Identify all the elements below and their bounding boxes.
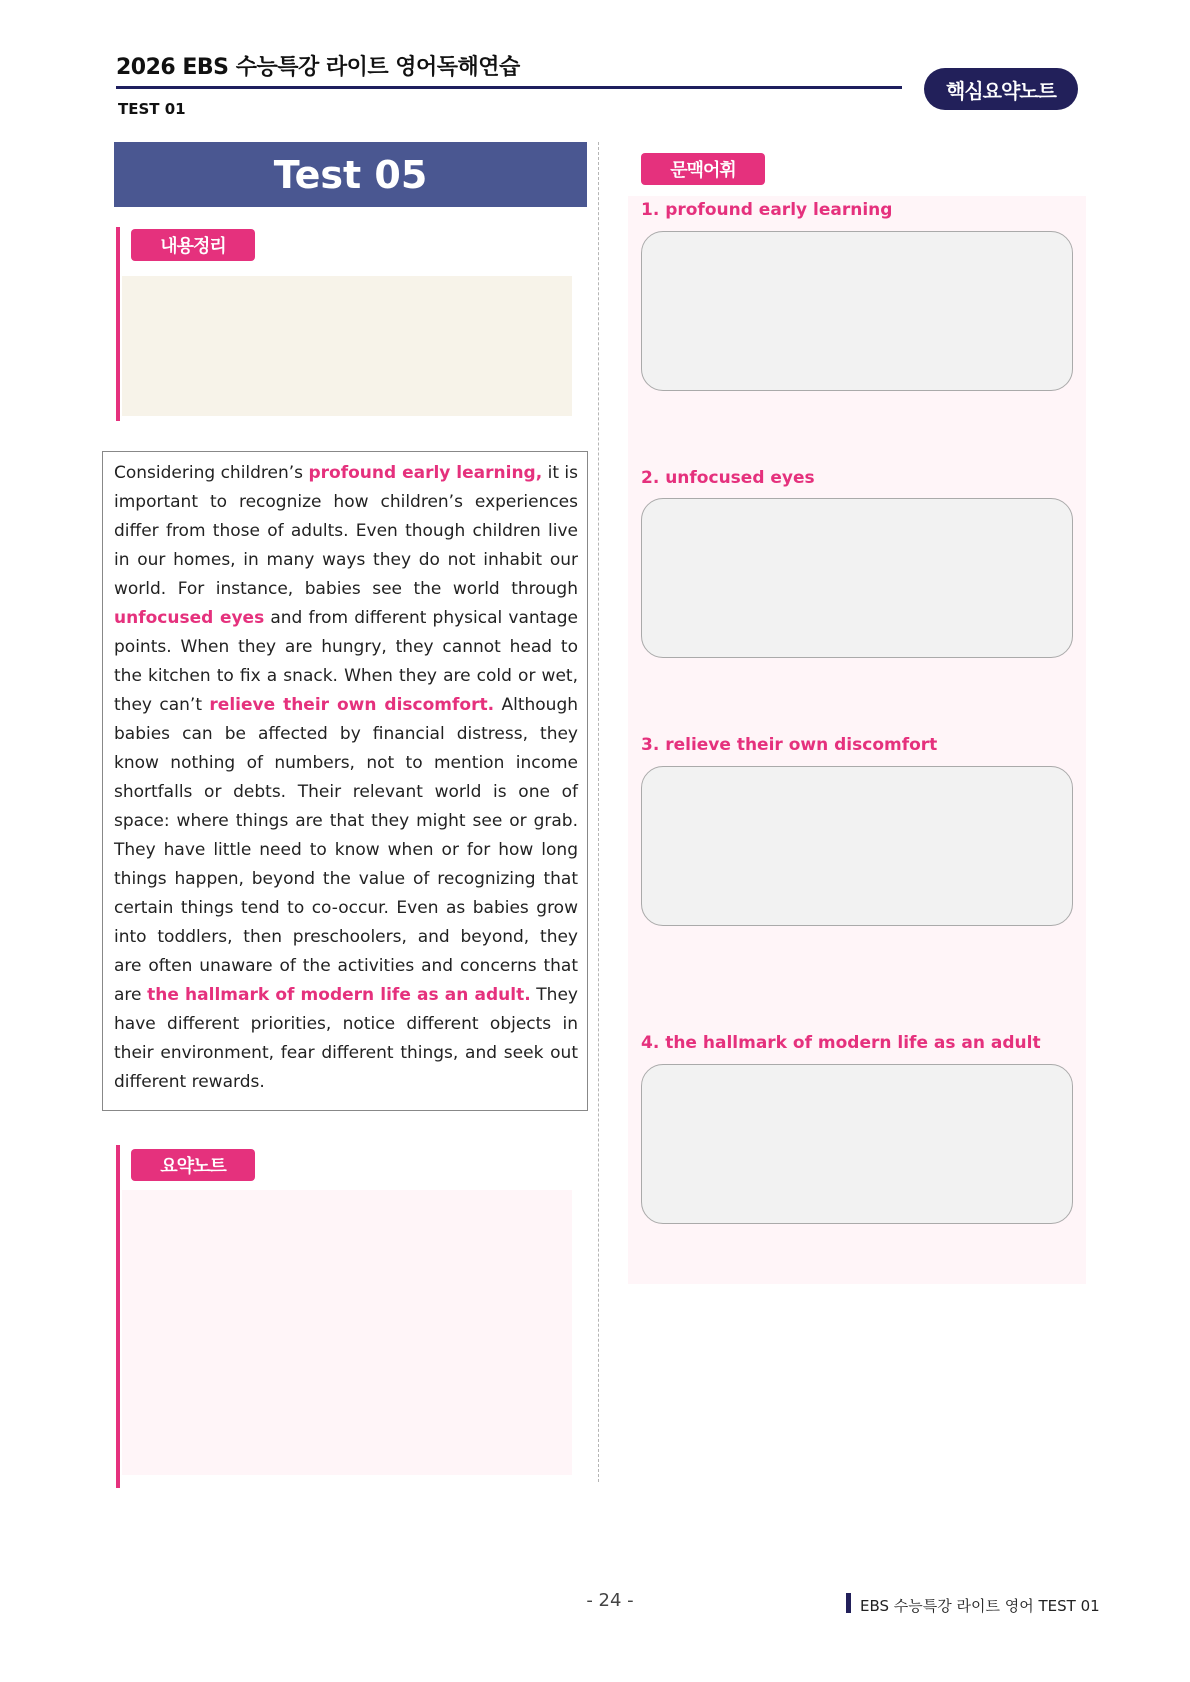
highlighted-phrase: profound early learning, (308, 463, 543, 483)
content-section-bar (116, 227, 120, 421)
summary-note-tag: 요약노트 (131, 1149, 255, 1181)
reading-passage (114, 459, 578, 1097)
vocab-label-3: 3. relieve their own discomfort (641, 735, 938, 755)
footer-marker (846, 1593, 851, 1613)
footer-text: EBS 수능특강 라이트 영어 TEST 01 (860, 1597, 1100, 1615)
test-label: TEST 01 (118, 100, 186, 118)
vocab-label-1: 1. profound early learning (641, 200, 893, 220)
vocab-label-4: 4. the hallmark of modern life as an adult (641, 1033, 1041, 1053)
vocab-label-2: 2. unfocused eyes (641, 468, 815, 488)
page-number: - 24 - (586, 1590, 634, 1611)
passage-text: Although babies can be affected by financial distress, they know nothing of numbers, not to mention income shortfalls or debts. Their relevant world is one of space: where things are that they might see or grab. They have little need to know when or for how long things happen, beyond the value of recognizing that certain things tend to co-occur. Even as babies grow into toddlers, then preschoolers, and beyond, they are often unaware of the activities and concerns that are (114, 695, 579, 1005)
context-vocab-tag: 문맥어휘 (641, 153, 765, 185)
passage-text: and from different physical vantage points. When they are hungry, they cannot head to the kitchen to fix a snack. When they are cold or wet, they can’t (114, 608, 578, 715)
passage-text: Considering children’s (114, 463, 309, 483)
section-badge: 핵심요약노트 (924, 68, 1078, 110)
vocab-answer-box-1[interactable] (641, 231, 1073, 391)
passage-text: it is important to recognize how children’s experiences differ from those of adults. Even though children live in our homes, in many ways they do not inhabit our world. For instance, babies see the world through (114, 463, 578, 599)
passage-text: They have different priorities, notice different objects in their environment, fear different things, and seek out different rewards. (114, 985, 578, 1092)
vocab-answer-box-2[interactable] (641, 498, 1073, 658)
highlighted-phrase: relieve their own discomfort. (209, 695, 495, 715)
content-summary-area[interactable] (122, 276, 572, 416)
test-banner: Test 05 (114, 142, 587, 207)
document-title: 2026 EBS 수능특강 라이트 영어독해연습 (116, 55, 520, 80)
content-tag: 내용정리 (131, 229, 255, 261)
vocab-answer-box-4[interactable] (641, 1064, 1073, 1224)
header-rule (116, 86, 902, 89)
vocab-answer-box-3[interactable] (641, 766, 1073, 926)
highlighted-phrase: unfocused eyes (114, 608, 265, 628)
highlighted-phrase: the hallmark of modern life as an adult. (147, 985, 531, 1005)
note-section-bar (116, 1145, 120, 1488)
summary-note-area[interactable] (122, 1190, 572, 1475)
column-divider (598, 142, 599, 1482)
